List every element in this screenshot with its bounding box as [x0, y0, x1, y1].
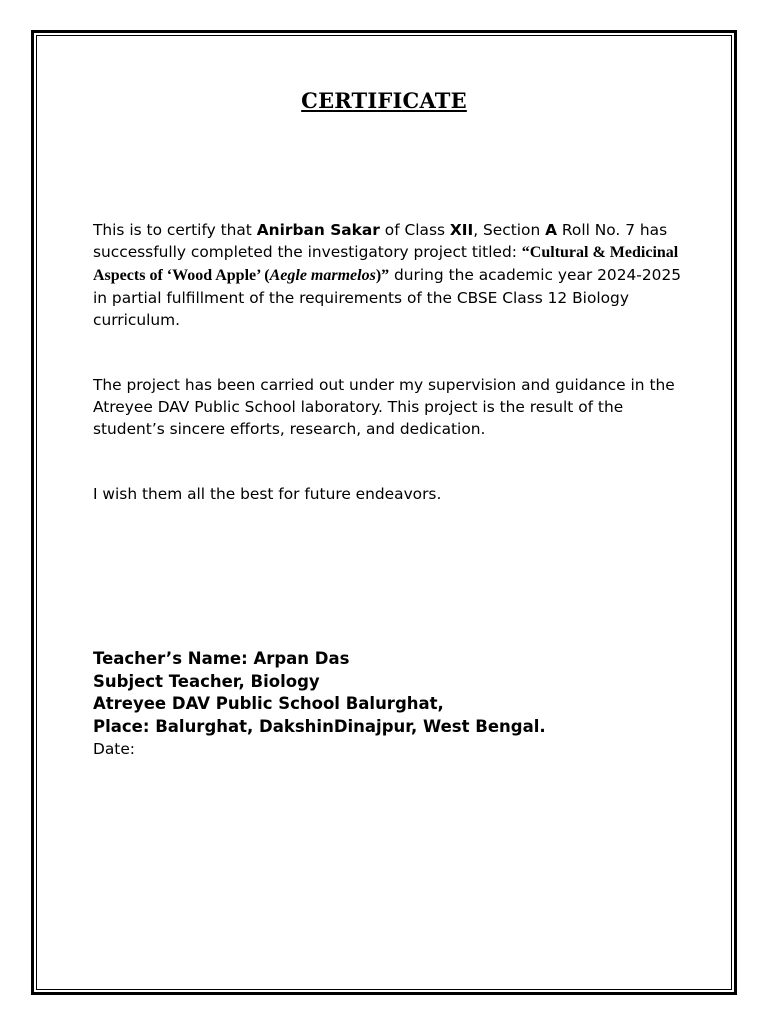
- class-value: XII: [449, 221, 474, 239]
- signature-block: [93, 648, 693, 761]
- certificate-title: CERTIFICATE: [301, 88, 467, 113]
- intro-suffix: during the academic year 2024-2025 in partial fulfillment of the requirements of the CBSE Class 12 Biology curriculum.: [93, 266, 682, 329]
- project-title-close: )”: [375, 267, 390, 284]
- class-label: of Class: [379, 221, 450, 239]
- roll-text: Roll No. 7 has successfully completed the investigatory project titled:: [93, 221, 668, 261]
- school-name: Atreyee DAV Public School Balurghat,: [93, 694, 444, 713]
- date-label: Date:: [93, 740, 135, 758]
- student-name: Anirban Sakar: [256, 221, 380, 239]
- project-title-open: “Cultural & Medicinal Aspects of ‘Wood Apple’ (: [93, 244, 679, 284]
- certification-paragraph: [93, 219, 683, 331]
- page-border-inner: [36, 35, 732, 990]
- section-value: A: [545, 221, 558, 239]
- place: Place: Balurghat, DakshinDinajpur, West Bengal.: [93, 716, 546, 736]
- intro-prefix: This is to certify that: [93, 221, 257, 239]
- supervision-paragraph: The project has been carried out under my supervision and guidance in the Atreyee DAV Public School laboratory. This project is the result of the student’s sincere efforts, research, and dedication.: [93, 376, 675, 438]
- wishes-paragraph: I wish them all the best for future endeavors.: [93, 485, 442, 503]
- teacher-designation: Subject Teacher, Biology: [93, 671, 320, 691]
- teacher-name: Teacher’s Name: Arpan Das: [93, 649, 350, 668]
- project-title-scientific-name: Aegle marmelos: [269, 267, 376, 284]
- section-label: , Section: [473, 221, 546, 239]
